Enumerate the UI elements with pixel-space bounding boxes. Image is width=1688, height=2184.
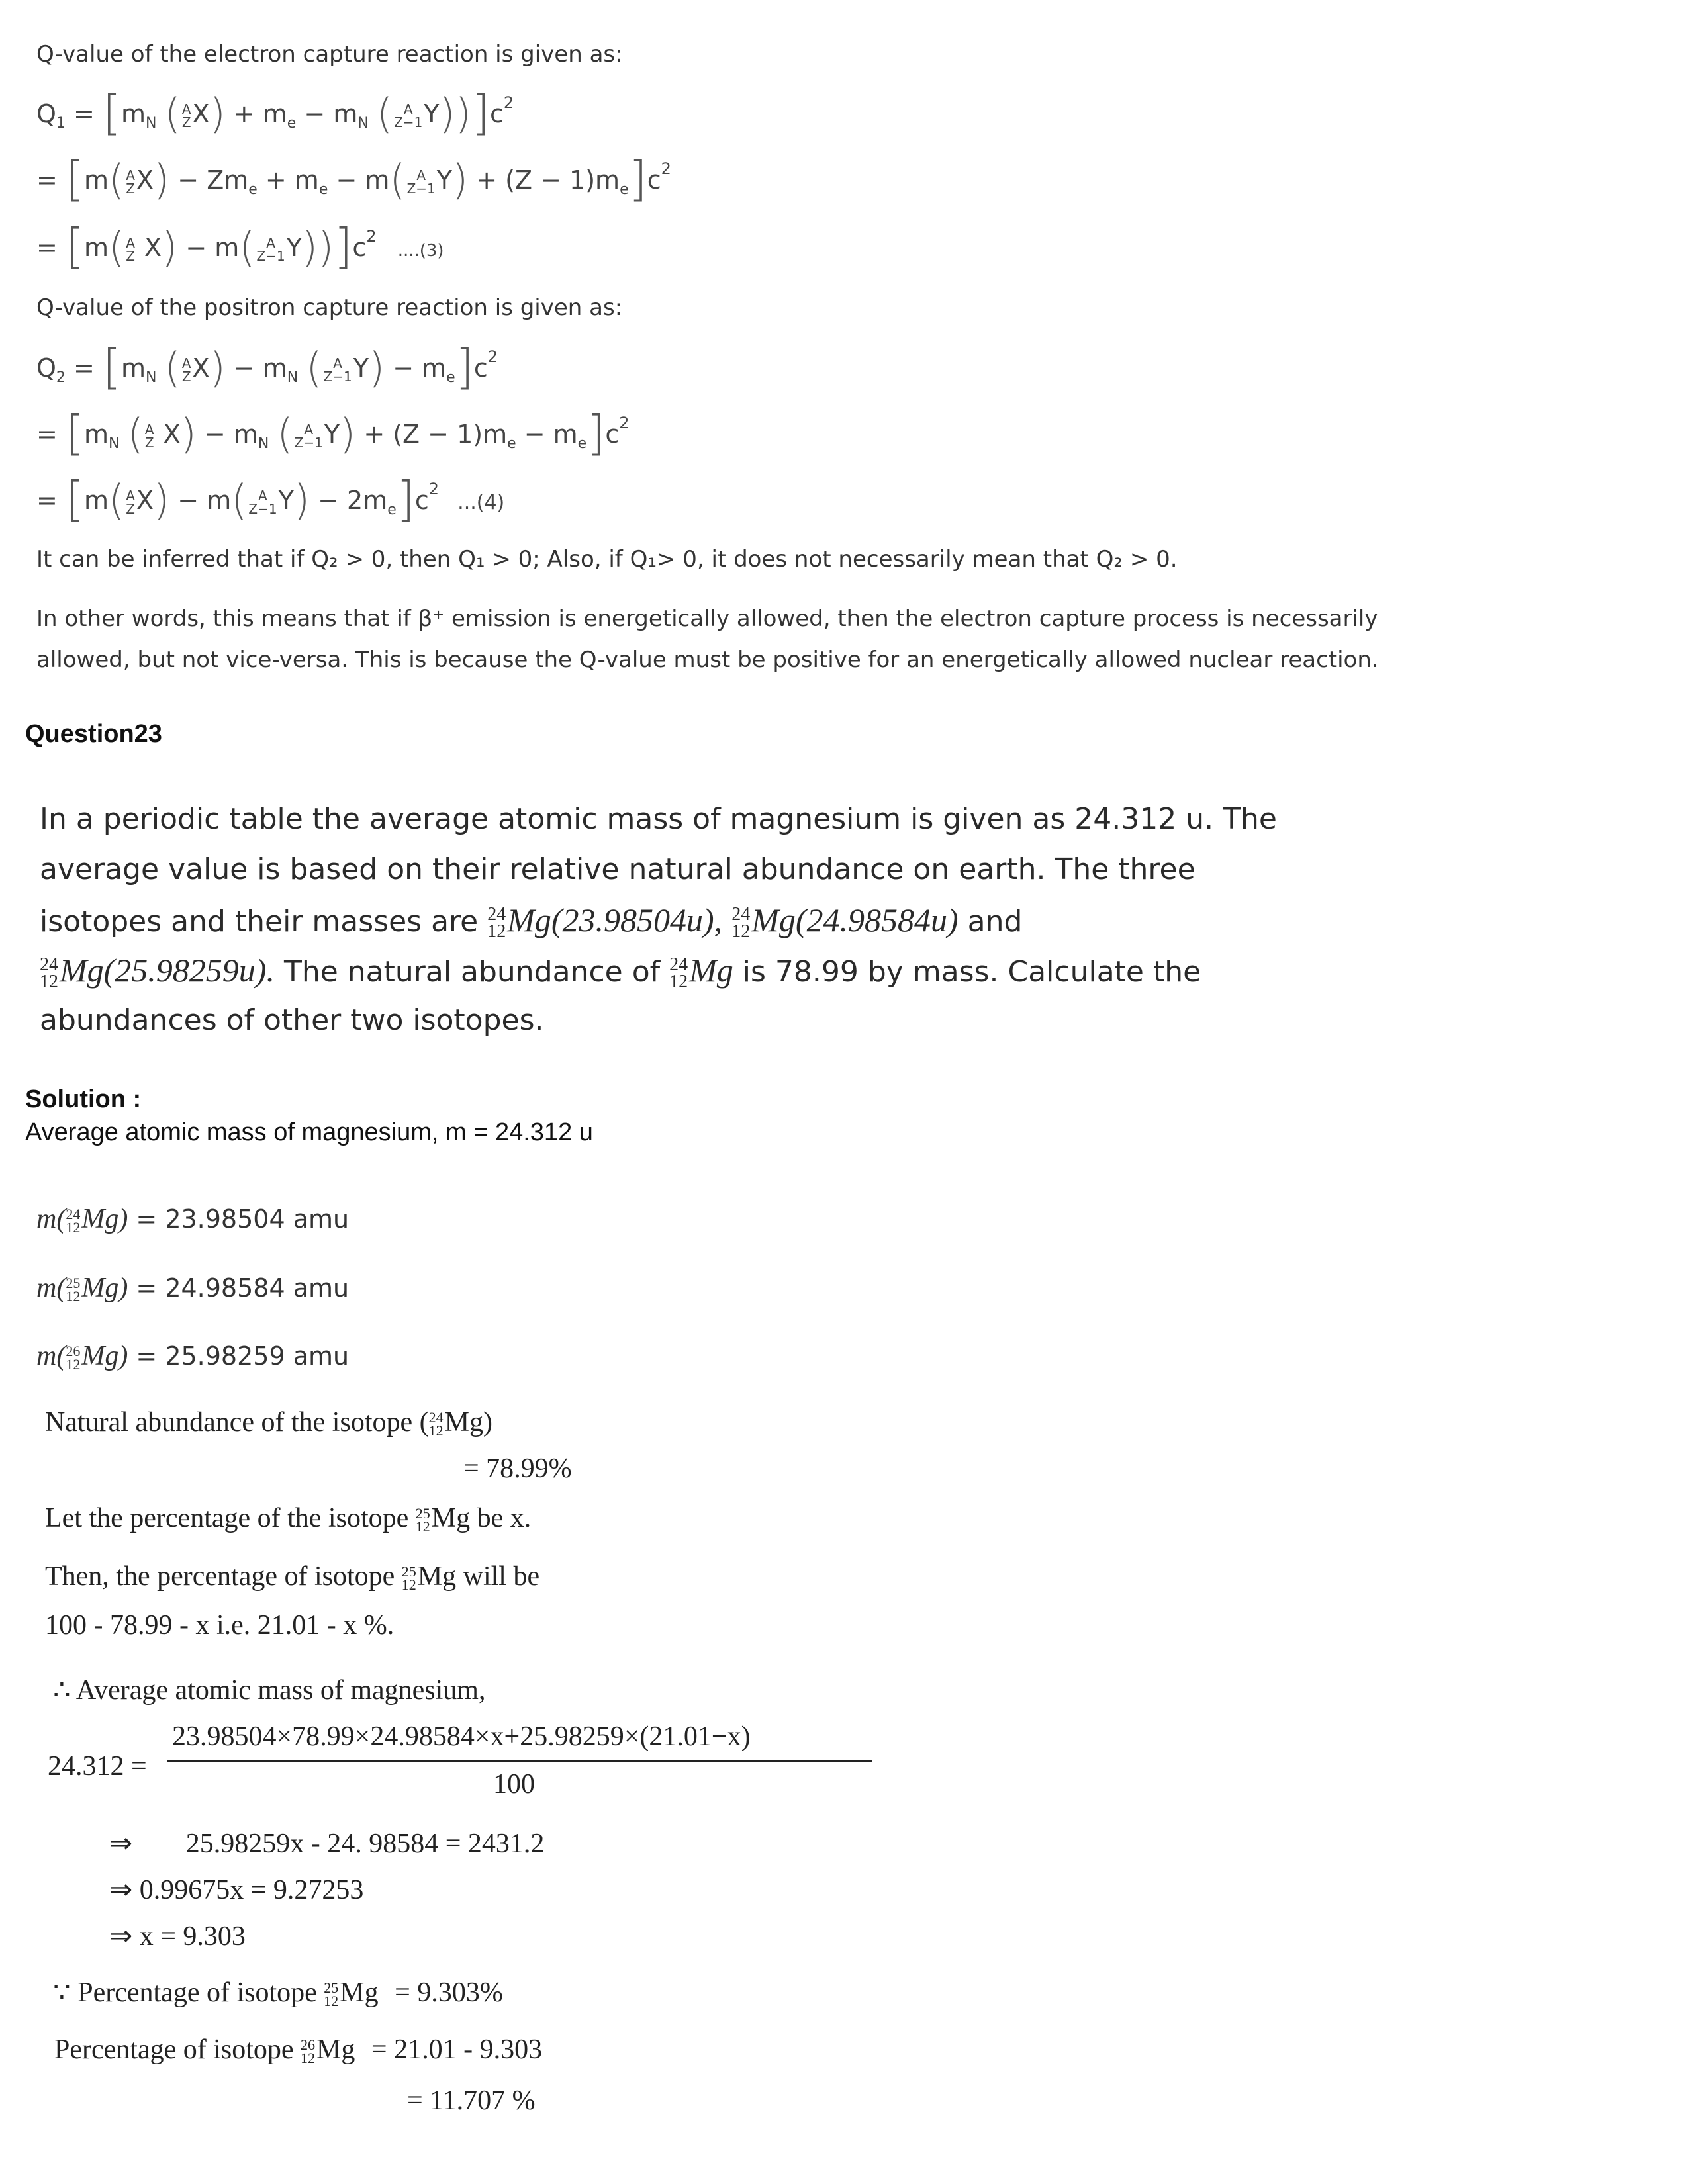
- percentage-mg26-line: Percentage of isotope 26 12 Mg = 21.01 - 9.303: [54, 2034, 543, 2067]
- let-percentage-line: Let the percentage of the isotope 25 12 Mg be x.: [45, 1503, 532, 1535]
- question-line3: [40, 895, 1022, 947]
- isotope-25-symbol: 24 12: [731, 904, 751, 942]
- isotope-24-mass: Mg(23.98504u),: [507, 901, 723, 938]
- step1-text: 25.98259x - 24. 98584 = 2431.2: [185, 1829, 545, 1859]
- percentage-mg25-symbol: Mg: [340, 1978, 379, 2008]
- step2-text: 0.99675x = 9.27253: [139, 1875, 364, 1905]
- isotope-25-mass: Mg(24.98584u): [751, 901, 959, 938]
- mass-mg26-value: = 25.98259 amu: [136, 1342, 350, 1371]
- question-line5: abundances of other two isotopes.: [40, 1003, 544, 1037]
- question-line4: 24 12 Mg(25.98259u). The natural abundance of 24 12 Mg is 78.99 by mass. Calculate the: [40, 952, 1201, 992]
- q1-equation-line1: $Q_1 = [m_N$ ( A Z $X) + m_e - m_N$ ( A Z−1 $Y))]c^2$: [36, 85, 514, 140]
- equation-lhs: 24.312 =: [48, 1751, 147, 1782]
- electron-capture-intro: Q-value of the electron capture reaction is given as:: [36, 41, 623, 68]
- let-percentage-b: Mg be x.: [431, 1503, 532, 1533]
- question-line3-a: isotopes and their masses are: [40, 905, 479, 938]
- conclusion-line2: allowed, but not vice-versa. This is because the Q-value must be positive for an energetically allowed nuclear reaction.: [36, 647, 1379, 673]
- natural-abundance-close: Mg): [444, 1407, 492, 1437]
- q2-equation-line1: $Q_2 = [m_N$ ( A Z $X) - m_N$ ( A Z−1 $Y) - m_e]c^2$: [36, 339, 498, 394]
- q2-equation-line2: = [$m_N$ ( A Z $X) - m_N$ ( A Z−1 $Y) + (Z - 1)m_e - m_e]c^2$: [36, 405, 630, 461]
- because-icon: ∵: [53, 1978, 71, 2008]
- mass-mg25: m( 25 12 Mg) = 24.98584 amu: [36, 1273, 350, 1304]
- question-line3-b: and: [967, 905, 1023, 938]
- then-percentage-b: Mg will be: [417, 1561, 540, 1592]
- step1: [109, 1827, 544, 1860]
- let-percentage-a: Let the percentage of the isotope: [45, 1503, 409, 1533]
- mass-mg24: m( 24 12 Mg) = 23.98504 amu: [36, 1204, 350, 1236]
- question-line4-b: is 78.99 by mass. Calculate the: [742, 955, 1201, 989]
- positron-capture-intro: Q-value of the positron capture reaction is given as:: [36, 295, 623, 321]
- natural-abundance-label: Natural abundance of the isotope (: [45, 1407, 429, 1437]
- natural-abundance-value: = 78.99%: [463, 1453, 572, 1484]
- solution-heading: Solution :: [25, 1085, 142, 1113]
- percentage-mg25-line: ∵ Percentage of isotope 25 12 Mg = 9.303%: [53, 1978, 503, 2010]
- equation-numerator: 23.98504×78.99×24.98584×x+25.98259×(21.01−x): [172, 1721, 751, 1752]
- inference-text: It can be inferred that if Q₂ > 0, then Q₁ > 0; Also, if Q₁> 0, it does not necessarily mean that Q₂ > 0.: [36, 546, 1178, 572]
- conclusion-line1: In other words, this means that if β⁺ emission is energetically allowed, then the electron capture process is necessarily: [36, 606, 1378, 632]
- natural-abundance-line: Natural abundance of the isotope ( 24 12 Mg): [45, 1407, 492, 1439]
- implies-icon: ⇒: [109, 1829, 133, 1859]
- therefore-icon: ∴: [53, 1675, 71, 1706]
- mass-mg25-value: = 24.98584 amu: [136, 1273, 350, 1302]
- percentage-mg26-symbol: Mg: [316, 2034, 355, 2065]
- isotope-24-symbol-2: 24 12: [669, 954, 688, 992]
- then-percentage-a: Then, the percentage of isotope: [45, 1561, 395, 1592]
- eq-ref-4: ...(4): [457, 491, 505, 514]
- step2: [109, 1873, 363, 1906]
- eq-ref-3: ....(3): [397, 241, 444, 261]
- step3: [109, 1919, 246, 1952]
- percentage-mg26-label: Percentage of isotope: [54, 2034, 294, 2065]
- percentage-mg26-value: = 21.01 - 9.303: [371, 2034, 543, 2065]
- isotope-24-symbol: 24 12: [487, 904, 506, 942]
- fraction-bar: [167, 1760, 872, 1762]
- question-line2: average value is based on their relative natural abundance on earth. The three: [40, 852, 1196, 886]
- equation-denominator: 100: [493, 1769, 535, 1799]
- step3-text: x = 9.303: [139, 1921, 246, 1952]
- q1-equation-line3: = [m( A Z X) − m( A Z−1 $Y))]c^2$ ....(3): [36, 218, 444, 274]
- implies-icon: ⇒: [109, 1875, 133, 1905]
- then-percentage-value: 100 - 78.99 - x i.e. 21.01 - x %.: [45, 1610, 395, 1641]
- question-heading: Question23: [25, 720, 162, 748]
- implies-icon: ⇒: [109, 1921, 133, 1952]
- average-mass-line: Average atomic mass of magnesium, m = 24.312 u: [25, 1118, 593, 1146]
- question-line1: In a periodic table the average atomic mass of magnesium is given as 24.312 u. The: [40, 802, 1277, 836]
- therefore-average-label: Average atomic mass of magnesium,: [75, 1675, 486, 1706]
- isotope-26-mass: Mg(25.98259u).: [60, 952, 275, 989]
- percentage-mg25-label: Percentage of isotope: [77, 1978, 317, 2008]
- mass-mg24-value: = 23.98504 amu: [136, 1205, 350, 1234]
- then-percentage-line: Then, the percentage of isotope 25 12 Mg will be: [45, 1561, 540, 1594]
- isotope-26-symbol: 24 12: [40, 954, 58, 992]
- question-line4-a: The natural abundance of: [283, 955, 661, 989]
- therefore-average-line: [53, 1673, 485, 1706]
- percentage-mg26-result: = 11.707 %: [407, 2085, 536, 2116]
- q2-equation-line3: = [m( A Z X) − m( A Z−1 $Y) - 2m_e]c^2$ ...(4): [36, 471, 505, 527]
- percentage-mg25-value: = 9.303%: [395, 1978, 503, 2008]
- q1-equation-line2: = [m( A Z $X) - Zm_e + m_e - m$( A Z−1 $Y) + (Z - 1)m_e]c^2$: [36, 151, 671, 206]
- mass-mg26: m( 26 12 Mg) = 25.98259 amu: [36, 1341, 350, 1373]
